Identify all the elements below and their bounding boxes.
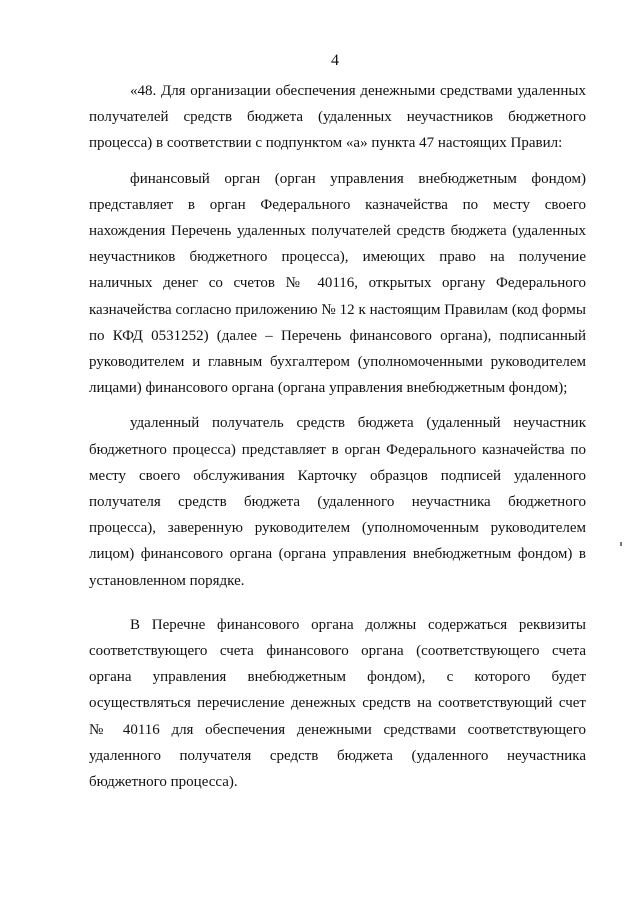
paragraph-remote-recipient: удаленный получатель средств бюджета (удаленный неучастник бюджетного процесса) представляет в орган Федерального казначейства по месту своего обслуживания Карточку образцов подписей удаленного получателя средств бюджета (удаленного неучастника бюджетного процесса), заверенную руководителем (уполномоченным руководителем лицом) финансового органа (органа управления внебюджетным фондом) в установленном порядке. xyxy=(89,415,586,589)
scan-speck xyxy=(620,542,622,546)
page-number: 4 xyxy=(331,52,339,69)
document-body xyxy=(89,78,586,795)
paragraph-financial-body: финансовый орган (орган управления внебюджетным фондом) представляет в орган Федерального казначейства по месту своего нахождения Перечень удаленных получателей средств бюджета (удаленных неучастников бюджетного процесса), имеющих право на получение наличных денег со счетов № 40116, открытых органу Федерального казначейства согласно приложению № 12 к настоящим Правилам (код формы по КФД 0531252) (далее – Перечень финансового органа), подписанный руководителем и главным бухгалтером (уполномоченными руководителем лицами) финансового органа (органа управления внебюджетным фондом); xyxy=(89,170,586,397)
paragraph-clause-48: «48. Для организации обеспечения денежными средствами удаленных получателей средств бюджета (удаленных неучастников бюджетного процесса) в соответствии с подпунктом «а» пункта 47 настоящих Правил: xyxy=(89,83,586,152)
paragraph-list-requisites: В Перечне финансового органа должны содержаться реквизиты соответствующего счета финансового органа (соответствующего счета органа управления внебюджетным фондом), с которого будет осуществляться перечисление денежных средств на соответствующий счет № 40116 для обеспечения денежными средствами соответствующего удаленного получателя средств бюджета (удаленного неучастника бюджетного процесса). xyxy=(89,616,586,791)
